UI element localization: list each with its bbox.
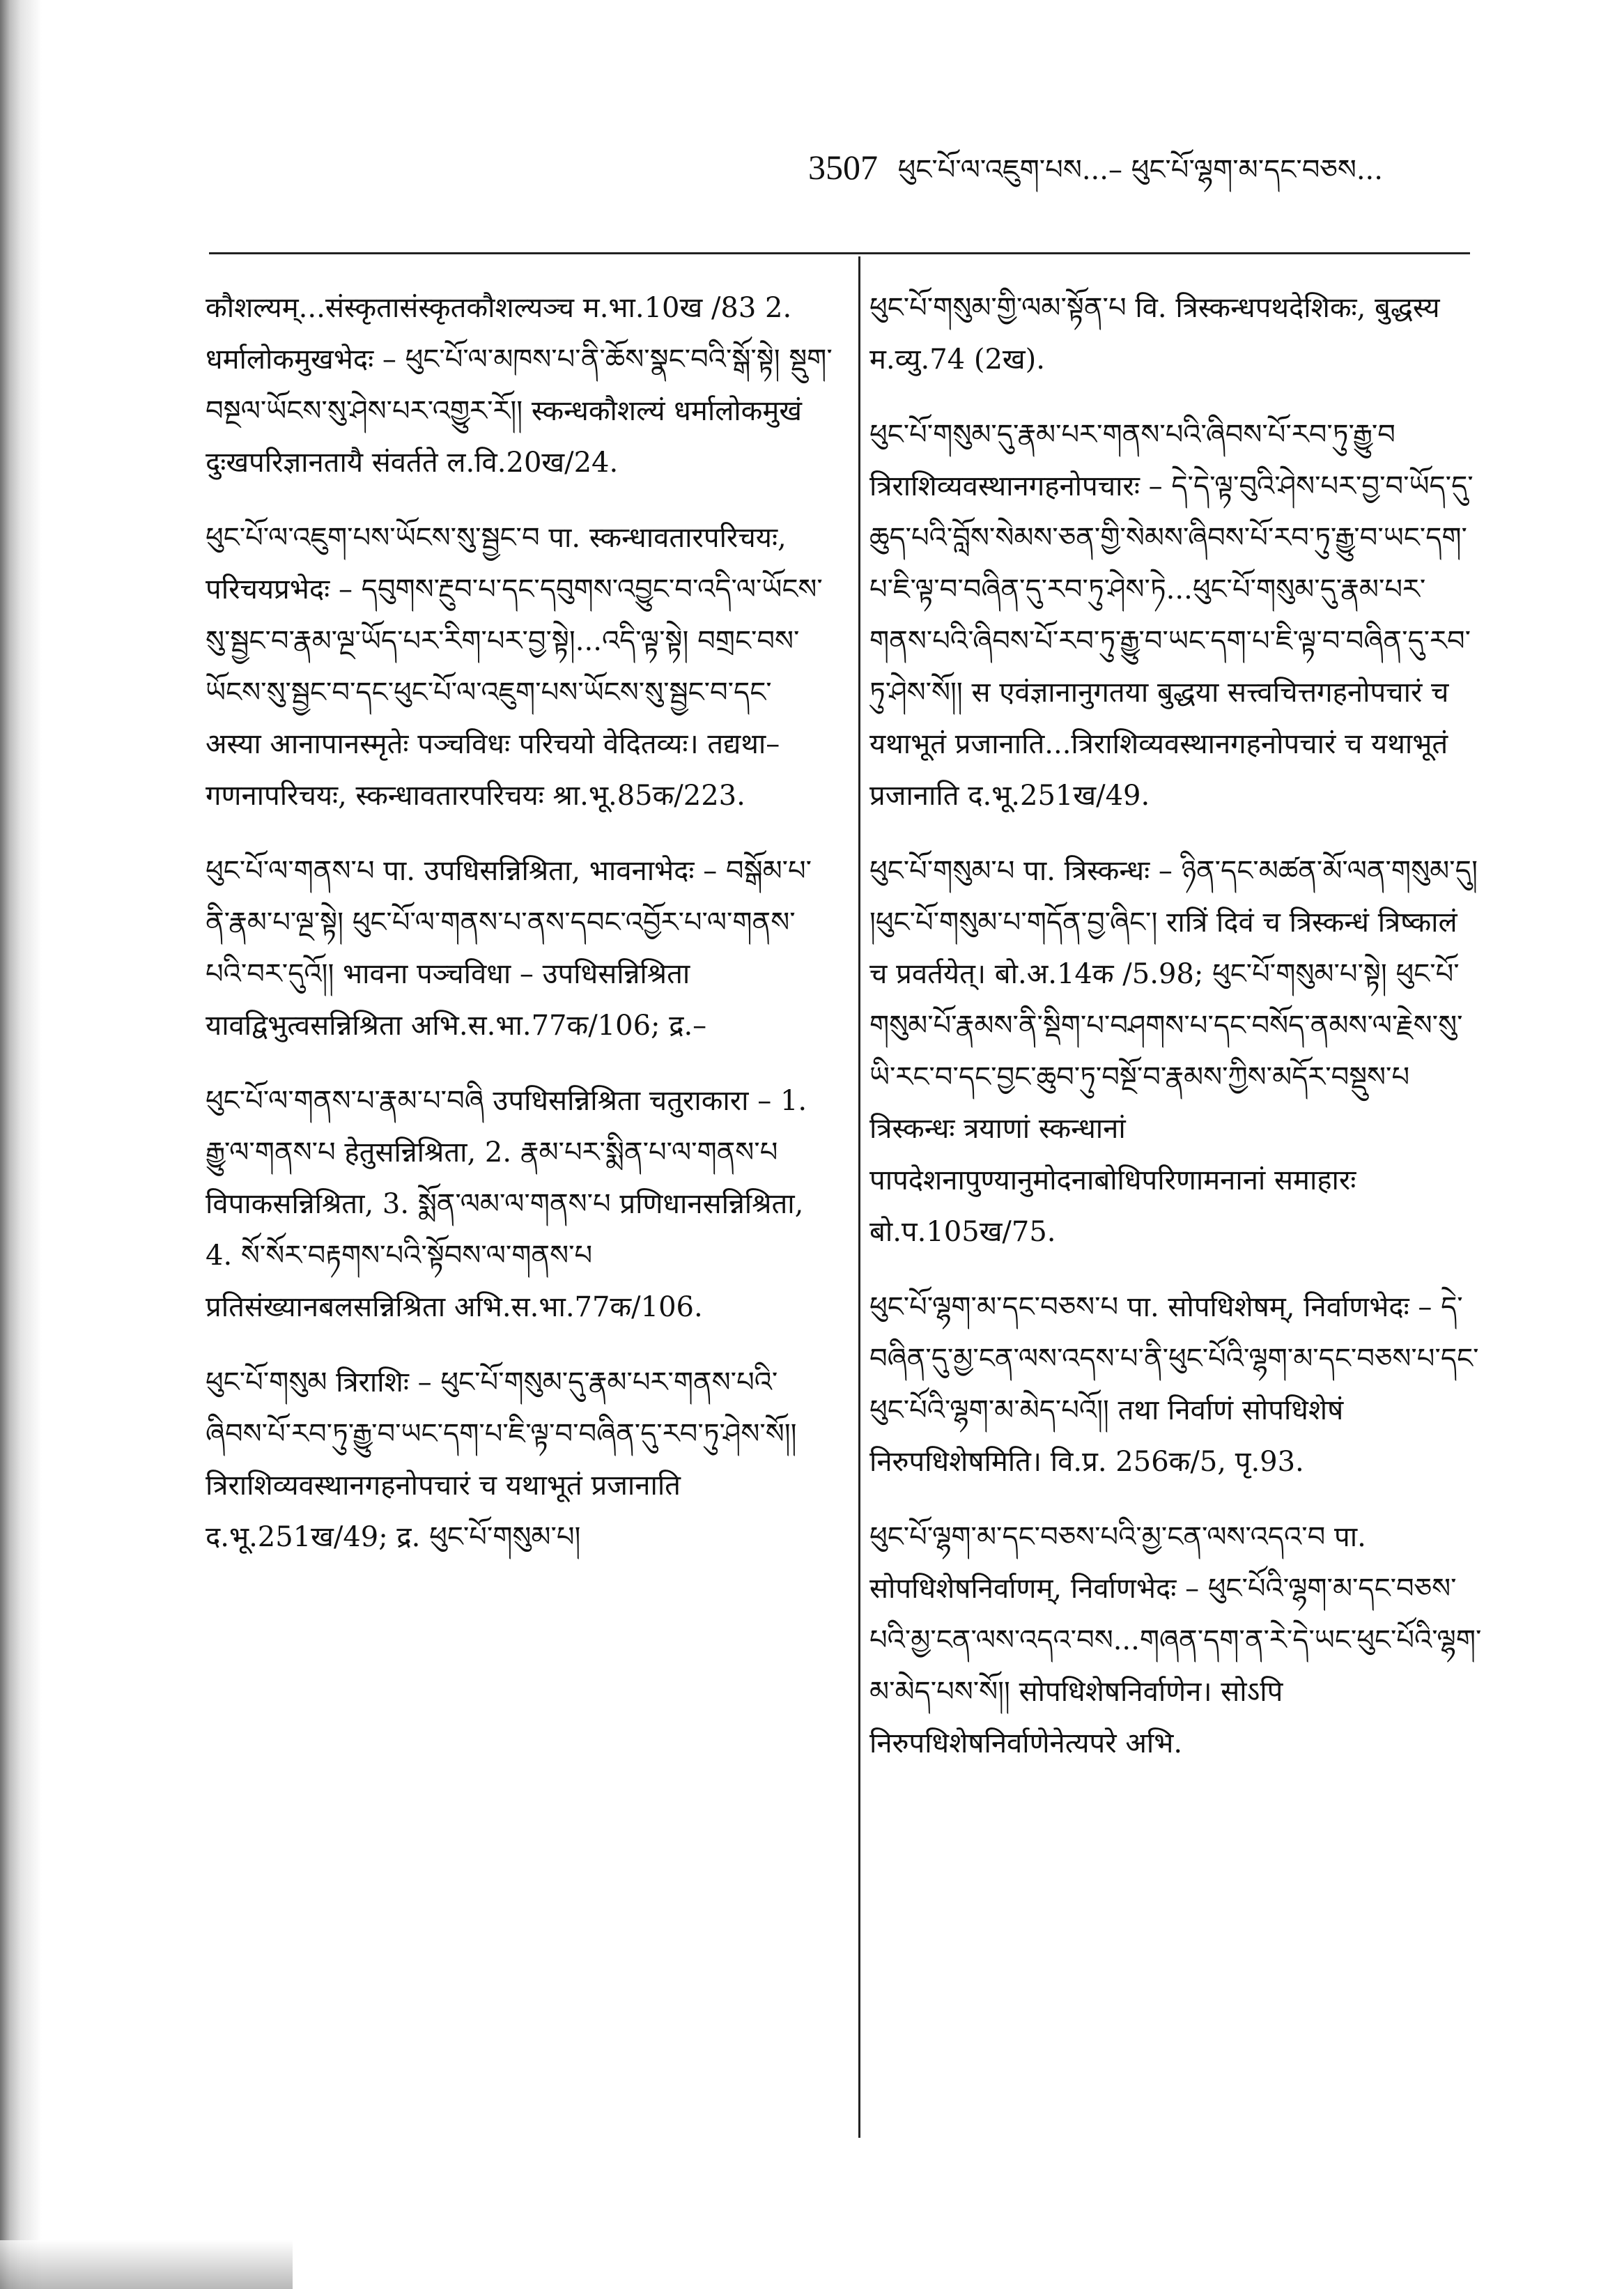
dictionary-entry: ཕུང་པོ་ལ་གནས་པ पा. उपधिसन्निश्रिता, भावनाभेदः – བསྒོམ་པ་ནི་རྣམ་པ་ལྔ་སྟེ། ཕུང་པོ་ལ་གནས་པ་ནས་དབང་འབྱོར་པ་ལ་གནས་པའི་བར་དུའོ།། भावना पञ्चविधा – उपधिसन्निश्रिता यावद्विभुत्वसन्निश्रिता अभि.स.भा.77क/106; द्र.– <box>206 855 812 1042</box>
dictionary-entry: ཕུང་པོ་ལ་འཇུག་པས་ཡོངས་སུ་སྦྱང་བ पा. स्कन्धावतारपरिचयः, परिचयप्रभेदः – དབུགས་རྔུབ་པ་དང་དབུགས་འབྱུང་བ་འདི་ལ་ཡོངས་སུ་སྦྱང་བ་རྣམ་ལྔ་ཡོད་པར་རིག་པར་བྱ་སྟེ།...འདི་ལྟ་སྟེ། བགྲང་བས་ཡོངས་སུ་སྦྱང་བ་དང་ཕུང་པོ་ལ་འཇུག་པས་ཡོངས་སུ་སྦྱང་བ་དང་ अस्या आनापानस्मृतेः पञ्चविधः परिचयो वेदितव्यः। तद्यथा–गणनापरिचयः, स्कन्धावतारपरिचयः श्रा.भू.85क/223. <box>206 522 823 812</box>
page-number: 3507 <box>808 148 878 187</box>
dictionary-entry: कौशल्यम्...संस्कृतासंस्कृतकौशल्यञ्च म.भा.10ख /83 2. धर्मालोकमुखभेदः – ཕུང་པོ་ལ་མཁས་པ་ནི་ཆོས་སྣང་བའི་སྒོ་སྟེ། སྡུག་བསྔལ་ཡོངས་སུ་ཤེས་པར་འགྱུར་རོ།། स्कन्धकौशल्यं धर्मालोकमुखं दुःखपरिज्ञानतायै संवर्तते ल.वि.20ख/24. <box>206 292 833 479</box>
header-range: ཕུང་པོ་ལ་འཇུག་པས...– ཕུང་པོ་ལྷག་མ་དང་བཅས... <box>897 154 1383 186</box>
dictionary-entry: ཕུང་པོ་གསུམ་གྱི་ལམ་སྟོན་པ वि. त्रिस्कन्धपथदेशिकः, बुद्धस्य म.व्यु.74 (2ख). <box>869 292 1440 376</box>
header-rule <box>209 252 1470 254</box>
dictionary-entry: ཕུང་པོ་གསུམ त्रिराशिः – ཕུང་པོ་གསུམ་དུ་རྣམ་པར་གནས་པའི་ཞིབས་པོ་རབ་ཏུ་རྒྱུ་བ་ཡང་དག་པ་ཇི་ལྟ་བ་བཞིན་དུ་རབ་ཏུ་ཤེས་སོ།། त्रिराशिव्यवस्थानगहनोपचारं च यथाभूतं प्रजानाति द.भू.251ख/49; द्र. ཕུང་པོ་གསུམ་པ། <box>206 1366 797 1553</box>
scan-corner-shadow <box>0 2240 293 2289</box>
dictionary-entry: ཕུང་པོ་གསུམ་དུ་རྣམ་པར་གནས་པའི་ཞིབས་པོ་རབ་ཏུ་རྒྱུ་བ त्रिराशिव्यवस्थानगहनोपचारः – དེ་དེ་ལྟ་བུའི་ཤེས་པར་བྱ་བ་ཡོད་དུ་ཆུད་པའི་བློས་སེམས་ཅན་གྱི་སེམས་ཞིབས་པོ་རབ་ཏུ་རྒྱུ་བ་ཡང་དག་པ་ཇི་ལྟ་བ་བཞིན་དུ་རབ་ཏུ་ཤེས་ཏེ...ཕུང་པོ་གསུམ་དུ་རྣམ་པར་གནས་པའི་ཞིབས་པོ་རབ་ཏུ་རྒྱུ་བ་ཡང་དག་པ་ཇི་ལྟ་བ་བཞིན་དུ་རབ་ཏུ་ཤེས་སོ།། स एवंज्ञानानुगतया बुद्धया सत्त्वचित्तगहनोपचारं च यथाभूतं प्रजानाति...त्रिराशिव्यवस्थानगहनोपचारं च यथाभूतं प्रजानाति द.भू.251ख/49. <box>869 419 1474 812</box>
column-divider <box>858 256 860 2138</box>
left-column <box>206 282 833 1587</box>
scan-edge-shadow <box>0 0 42 2289</box>
running-header <box>808 146 1505 191</box>
right-column <box>869 282 1483 1793</box>
dictionary-entry: ཕུང་པོ་ལྷག་མ་དང་བཅས་པའི་མྱ་ངན་ལས་འདའ་བ पा. सोपधिशेषनिर्वाणम्, निर्वाणभेदः – ཕུང་པོའི་ལྷག་མ་དང་བཅས་པའི་མྱ་ངན་ལས་འདའ་བས...གཞན་དག་ན་རེ་དེ་ཡང་ཕུང་པོའི་ལྷག་མ་མེད་པས་སོ།། सोपधिशेषनिर्वाणेन। सोऽपि निरुपधिशेषनिर्वाणेनेत्यपरे अभि. <box>869 1521 1482 1759</box>
dictionary-entry: ཕུང་པོ་གསུམ་པ पा. त्रिस्कन्धः – ཉིན་དང་མཚན་མོ་ལན་གསུམ་དུ། །ཕུང་པོ་གསུམ་པ་གདོན་བྱ་ཞིང་། रात्रिं दिवं च त्रिस्कन्धं त्रिष्कालं च प्रवर्तयेत्। बो.अ.14क /5.98; ཕུང་པོ་གསུམ་པ་སྟེ། ཕུང་པོ་གསུམ་པོ་རྣམས་ནི་སྡིག་པ་བཤགས་པ་དང་བསོད་ནམས་ལ་རྗེས་སུ་ཡི་རང་བ་དང་བྱང་ཆུབ་ཏུ་བསྔོ་བ་རྣམས་ཀྱིས་མདོར་བསྡུས་པ त्रिस्कन्धः त्रयाणां स्कन्धानां पापदेशनापुण्यानुमोदनाबोधिपरिणामनानां समाहारः बो.प.105ख/75. <box>869 855 1478 1248</box>
dictionary-entry: ཕུང་པོ་ལྷག་མ་དང་བཅས་པ पा. सोपधिशेषम्, निर्वाणभेदः – དེ་བཞིན་དུ་མྱ་ངན་ལས་འདས་པ་ནི་ཕུང་པོའི་ལྷག་མ་དང་བཅས་པ་དང་ཕུང་པོའི་ལྷག་མ་མེད་པའོ།། तथा निर्वाणं सोपधिशेषं निरुपधिशेषमिति। वि.प्र. 256क/5, पृ.93. <box>869 1291 1479 1478</box>
dictionary-entry: ཕུང་པོ་ལ་གནས་པ་རྣམ་པ་བཞི उपधिसन्निश्रिता चतुराकारा – 1. རྒྱུ་ལ་གནས་པ हेतुसन्निश्रिता, 2. རྣམ་པར་སྨིན་པ་ལ་གནས་པ विपाकसन्निश्रिता, 3. སྨོན་ལམ་ལ་གནས་པ प्रणिधानसन्निश्रिता, 4. སོ་སོར་བརྟགས་པའི་སྟོབས་ལ་གནས་པ प्रतिसंख्यानबलसन्निश्रिता अभि.स.भा.77क/106. <box>206 1085 807 1323</box>
